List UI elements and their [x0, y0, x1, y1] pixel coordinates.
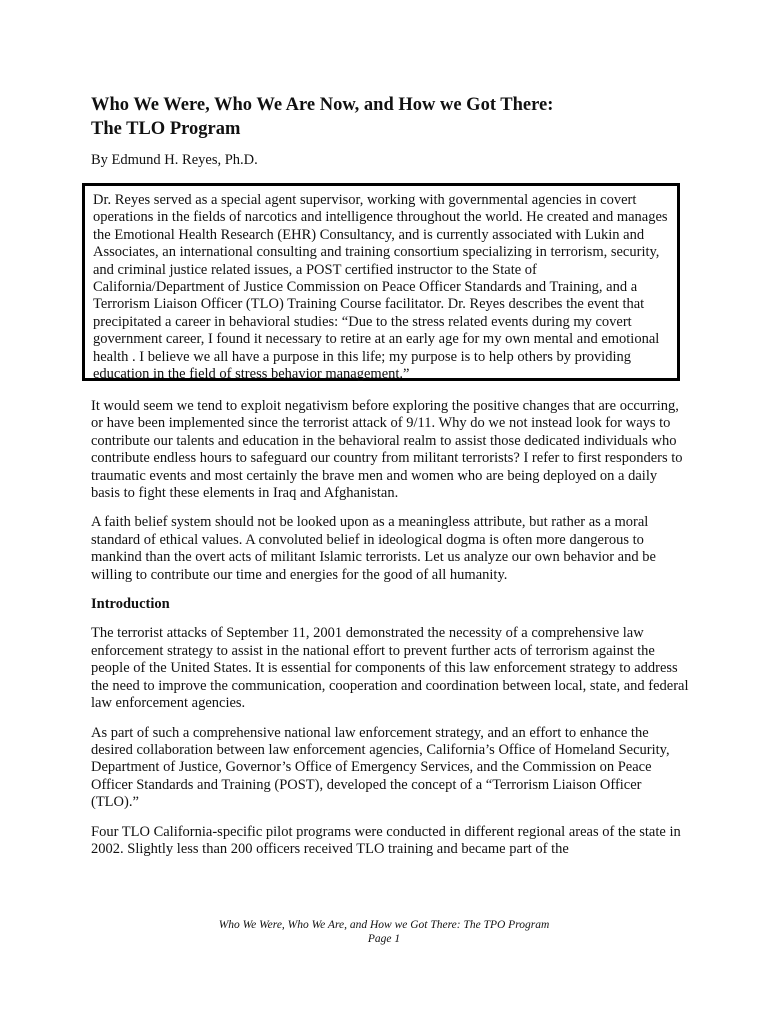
section-heading-introduction: Introduction [91, 596, 170, 613]
title-line-2: The TLO Program [91, 119, 241, 139]
page-footer [0, 918, 768, 946]
footer-page-number: Page 1 [367, 933, 401, 945]
body-paragraph: A faith belief system should not be looked upon as a meaningless attribute, but rather as a moral standard of ethical values. A convoluted belief in ideological dogma is often more dangerous to mankind than the overt acts of militant Islamic terrorists. Let us analyze our own behavior and be willing to contribute our time and energies for the good of all humanity. [91, 514, 656, 583]
document-title [91, 93, 691, 141]
title-line-1: Who We Were, Who We Are Now, and How we Got There: [91, 95, 554, 115]
author-bio-text: Dr. Reyes served as a special agent supervisor, working with governmental agencies in covert operations in the fields of narcotics and intelligence throughout the world. He created and manages the Emotional Health Research (EHR) Consultancy, and is currently associated with Lukin and Associates, an international consulting and training consortium specializing in terrorism, security, and criminal justice related issues, a POST certified instructor to the State of California/Department of Justice Commission on Peace Officer Standards and Training, and a Terrorism Liaison Officer (TLO) Training Course facilitator. Dr. Reyes describes the event that precipitated a career in behavioral studies: “Due to the stress related events during my covert government career, I found it necessary to retire at an early age for my own mental and emotional health . I believe we all have a purpose in this life; my purpose is to help others by providing education in the field of stress behavior management.” [93, 192, 668, 383]
intro-paragraph: As part of such a comprehensive national law enforcement strategy, and an effort to enhance the desired collaboration between law enforcement agencies, California’s Office of Homeland Security, Department of Justice, Governor’s Office of Emergency Services, and the Commission on Peace Officer Standards and Training (POST), developed the concept of a “Terrorism Liaison Officer (TLO).” [91, 724, 670, 811]
author-byline: By Edmund H. Reyes, Ph.D. [91, 152, 258, 168]
footer-running-title: Who We Were, Who We Are, and How we Got There: The TPO Program [218, 919, 550, 931]
body-paragraph: It would seem we tend to exploit negativism before exploring the positive changes that are occurring, or have been implemented since the terrorist attack of 9/11. Why do we not instead look for ways to contribute our talents and education in the behavioral realm to assist those dedicated individuals who contribute endless hours to safeguard our country from militant terrorists? I refer to first responders to traumatic events and most certainly the brave men and women who are being deployed on a daily basis to fight these elements in Iraq and Afghanistan. [91, 398, 683, 502]
intro-paragraph: Four TLO California-specific pilot programs were conducted in different regional areas of the state in 2002. Slightly less than 200 officers received TLO training and became part of the [91, 823, 681, 857]
body-content [91, 398, 689, 870]
author-bio-box [82, 183, 680, 381]
intro-paragraph: The terrorist attacks of September 11, 2001 demonstrated the necessity of a comprehensive law enforcement strategy to assist in the national effort to prevent further acts of terrorism against the people of the United States. It is essential for components of this law enforcement strategy to address the need to improve the communication, cooperation and coordination between local, state, and federal law enforcement agencies. [91, 625, 689, 712]
